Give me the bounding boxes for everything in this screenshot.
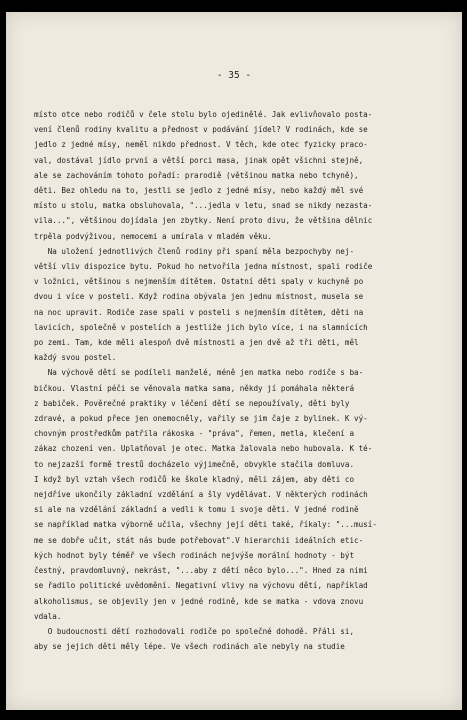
text-line: I když byl vztah všech rodičů ke škole kladný, měli zájem, aby děti co bbox=[34, 474, 355, 484]
text-line: se řadilo politické uvědomění. Negativní vlivy na výchovu dětí, například bbox=[34, 581, 368, 591]
text-line: čestný, pravdomluvný, nekrást, "...aby z dětí něco bylo...". Hned za nimi bbox=[34, 566, 368, 576]
text-line: Na uložení jednotlivých členů rodiny při spaní měla bezpochyby nej- bbox=[34, 246, 355, 256]
text-line: děti. Bez ohledu na to, jestli se jedlo z jedné mísy, nebo každý měl své bbox=[34, 186, 364, 196]
text-line: každý svou postel. bbox=[34, 353, 117, 363]
text-line: místo otce nebo rodičů v čele stolu bylo ojedinělé. Jak evlivňovalo posta- bbox=[34, 110, 373, 119]
text-line: val, dostával jídlo první a větší porci masa, jinak opět všichni stejně, bbox=[34, 155, 364, 165]
text-line: ale se zachováním tohoto pořadí: prarodiě (většinou matka nebo tchyně), bbox=[34, 170, 359, 180]
text-line: se například matka výborně učila, všechny její děti také, říkaly: "...musí- bbox=[34, 520, 377, 530]
text-line: z babiček. Pověrečné praktiky v léčení dětí se nepoužívaly, děti byly bbox=[34, 398, 350, 408]
text-line: v ložnici, většinou s nejmenším dítětem. Ostatní děti spaly v kuchyně po bbox=[34, 277, 364, 287]
text-line: aby se jejich děti měly lépe. Ve všech rodinách ale nebyly na studie bbox=[34, 642, 345, 652]
document-page bbox=[6, 12, 462, 710]
text-line: po zemi. Tam, kde měli alespoň dvě místnosti a jen dvě až tři děti, měl bbox=[34, 338, 359, 348]
text-line: jedlo z jedné mísy, neměl nikdo přednost. V těch, kde otec fyzicky praco- bbox=[34, 140, 368, 150]
scan-border bbox=[0, 710, 467, 720]
text-line: lavicích, společně v postelích a jestliže jich bylo více, i na slamnících bbox=[34, 322, 368, 332]
text-line: me se dobře učit, stát nás bude potřebovat".V hierarchii ideálních etic- bbox=[34, 535, 364, 545]
text-line: vila...", většinou dojídala jen zbytky. Není proto divu, že většina dělnic bbox=[34, 216, 373, 226]
text-line: alkoholismus, se objevily jen v jedné rodině, kde se matka - vdova znovu bbox=[34, 596, 364, 606]
text-line: trpěla podvýživou, nemocemi a umírala v mladém věku. bbox=[34, 231, 272, 241]
text-line: vdala. bbox=[34, 611, 62, 621]
text-line: bičkou. Vlastní péči se věnovala matka sama, někdy jí pomáhala některá bbox=[34, 383, 355, 393]
page-body-text bbox=[34, 107, 454, 654]
page-number: - 35 - bbox=[216, 70, 252, 81]
text-line: si ale na vzdělání základní a vedli k tomu i svoje děti. V jedné rodině bbox=[34, 505, 359, 515]
text-line: na noc upravit. Rodiče zase spali v posteli s nejmenším dítětem, děti na bbox=[34, 307, 364, 317]
text-line: vení členů rodiny kvalitu a přednost v podávání jídel? V rodinách, kde se bbox=[34, 125, 368, 135]
text-line: místo u stolu, matka obsluhovala, "...jedla v letu, snad se nikdy nezasta- bbox=[34, 201, 373, 211]
text-line: O budoucnosti dětí rozhodovali rodiče po společné dohodě. Přáli si, bbox=[34, 626, 355, 636]
text-line: zákaz chození ven. Uplatňoval je otec. Matka žalovala nebo hubovala. K té- bbox=[34, 444, 373, 454]
text-line: kých hodnot byly téměř ve všech rodinách nejvýše morální hodnoty - být bbox=[34, 550, 355, 560]
text-line: dvou i více v posteli. Když rodina obývala jen jednu místnost, musela se bbox=[34, 292, 364, 302]
text-line: zdravé, a pokud přece jen onemocněly, vařily se jim čaje z bylinek. K vý- bbox=[34, 414, 368, 424]
text-line: větší vliv dispozice bytu. Pokud ho netvořila jedna místnost, spali rodiče bbox=[34, 262, 373, 272]
text-line: nejdříve ukončily základní vzdělání a šly vydělávat. V některých rodinách bbox=[34, 490, 368, 500]
text-line: to nejzazší formě trestů docházelo výjimečně, obvykle stačila domluva. bbox=[34, 459, 355, 469]
text-line: chovným prostředkům patřila rákoska - "práva", řemen, metla, klečení a bbox=[34, 429, 355, 439]
text-line: Na výchově dětí se podíleli manželé, méně jen matka nebo rodiče s ba- bbox=[34, 368, 364, 378]
